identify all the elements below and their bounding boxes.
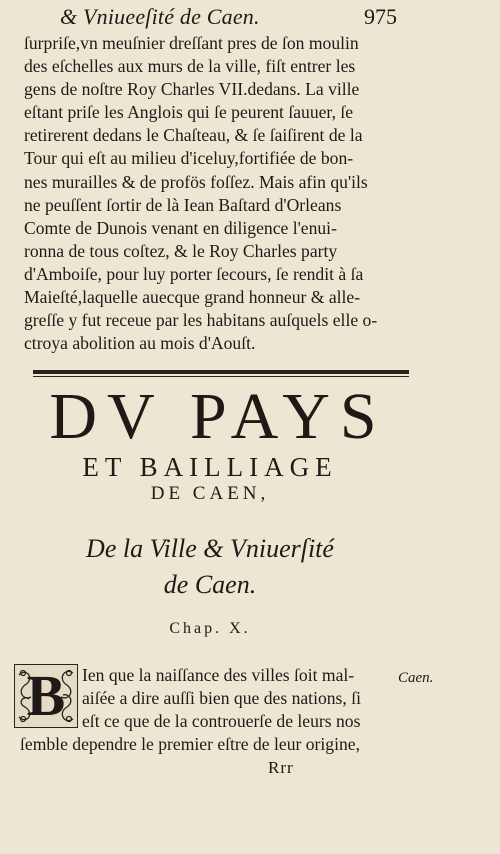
paragraph-1 <box>24 32 416 355</box>
section-subtitle-2: DE CAEN, <box>150 483 270 504</box>
text-line: ne peuſſent ſortir de là Iean Baſtard d'Orleans <box>24 194 342 215</box>
section-title: DV PAYS <box>49 380 387 453</box>
text-line: retirerent dedans le Chaſteau, & ſe ſaiſirent de la <box>24 125 363 146</box>
text-line: eſtant priſe les Anglois qui ſe peurent ſauuer, ſe <box>24 102 354 123</box>
text-line: Tour qui eſt au milieu d'iceluy,fortifiée de bon- <box>24 148 354 169</box>
running-head <box>0 2 500 32</box>
section-subtitle: ET BAILLIAGE <box>82 452 338 482</box>
chapter-label: Chap. X. <box>169 620 251 637</box>
page-number: 975 <box>364 4 397 29</box>
text-line: nes murailles & de profös foſſez. Mais afin qu'ils <box>24 171 368 192</box>
text-line: Maieſté,laquelle auecque grand honneur & alle- <box>24 287 361 308</box>
paragraph-2-full <box>20 733 420 756</box>
text-line: ctroya abolition au mois d'Aouſt. <box>24 333 256 354</box>
text-line: Ien que la naiſſance des villes ſoit mal- <box>82 665 355 685</box>
text-line: ſurpriſe,vn meuſnier dreſſant pres de ſon moulin <box>24 33 359 53</box>
text-line: ſemble dependre le premier eſtre de leur origine, <box>20 734 360 754</box>
text-line: aiſée a dire auſſi bien que des nations, ſi <box>82 688 361 708</box>
text-line: d'Amboiſe, pour luy porter ſecours, ſe rendit à ſa <box>24 263 364 284</box>
text-line: greſſe y fut receue par les habitans auſquels elle o- <box>24 310 378 331</box>
section-divider-rule <box>33 370 409 374</box>
text-line: des eſchelles aux murs de la ville, fiſt entrer les <box>24 56 356 77</box>
marginal-note: Caen. <box>398 670 434 686</box>
drop-cap-letter: B <box>26 664 66 728</box>
paragraph-2-indented <box>82 664 402 733</box>
italic-subheading-2: de Caen. <box>163 570 257 599</box>
italic-subheading: De la Ville & Vniuerſité <box>86 534 334 563</box>
text-line: eſt ce que de la controuerſe de leurs nos <box>82 711 361 731</box>
text-line: Comte de Dunois venant en diligence l'enui- <box>24 217 337 238</box>
running-title: & Vniueeſité de Caen. <box>60 4 260 29</box>
text-line: ronna de tous coſtez, & le Roy Charles party <box>24 240 338 261</box>
decorated-initial <box>14 664 78 728</box>
text-line: gens de noſtre Roy Charles VII.dedans. La ville <box>24 79 360 100</box>
signature-mark: Rrr <box>268 758 294 777</box>
